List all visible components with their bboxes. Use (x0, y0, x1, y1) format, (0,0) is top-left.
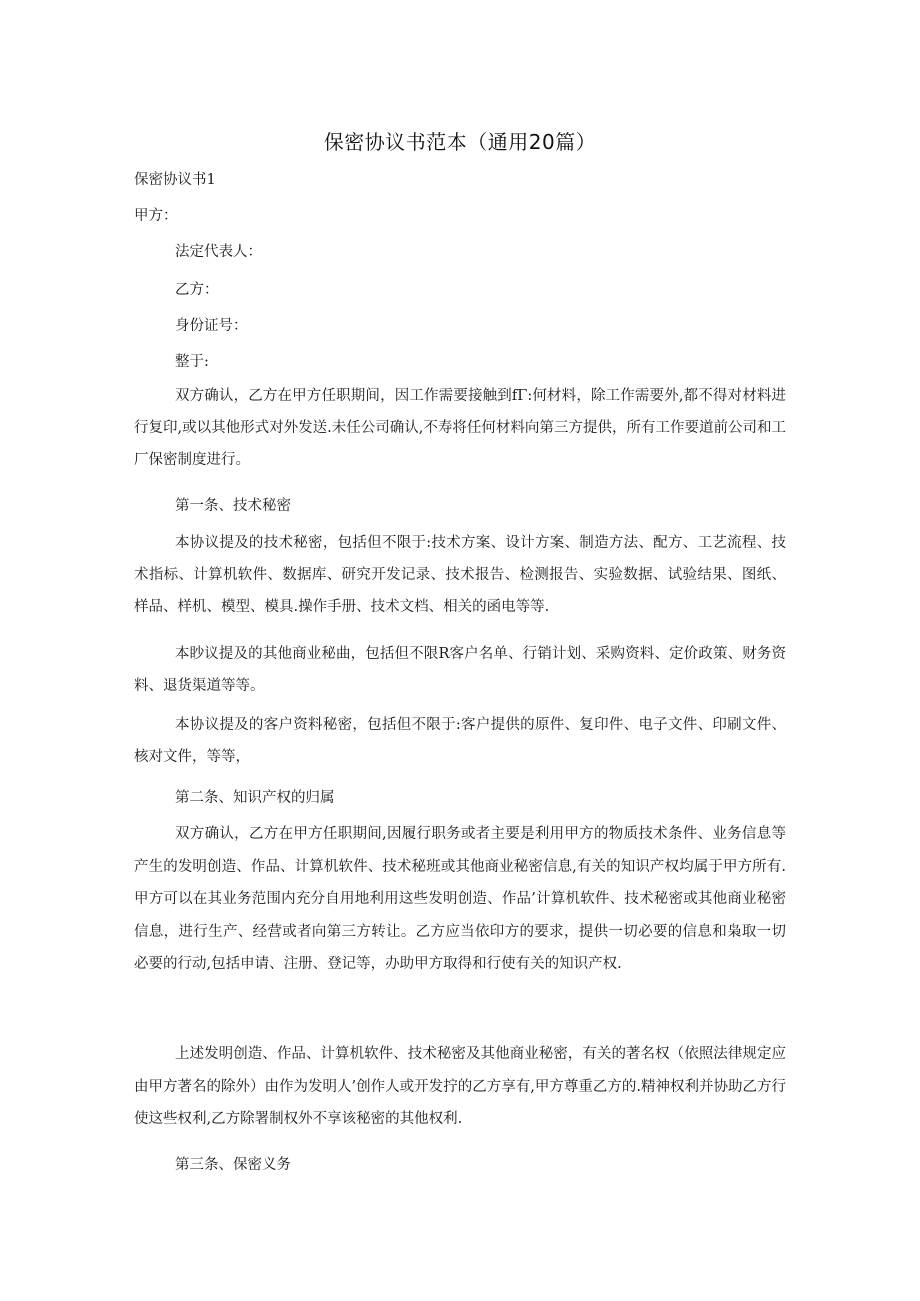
client-data-paragraph: 本协议提及的客户资料秘密，包括但不限于:客户提供的原件、复印件、电子文件、印刷文件、核对文件，等等， (134, 717, 786, 765)
whereas-label: 整于: (175, 354, 209, 370)
intro-paragraph: 双方确认，乙方在甲方任职期间，因工作需要接触到fΓ:何材料，除工作需要外,都不得对材料进行复印,或以其他形式对外发送.未任公司确认,不寿将任何材料向第三方提供，所有工作要道前公司和工厂保密制度进行。 (134, 388, 786, 468)
id-number-label: 身份证号： (175, 318, 248, 334)
moral-rights-paragraph: 上述发明创造、作品、计算机软件、技术秘密及其他商业秘密，有关的著名权（依照法律规定应由甲方著名的除外）由作为发明人’创作人或开发拧的乙方享有,甲方尊重乙方的.精神权利并协助乙方行使这些权利,乙方除署制权外不享该秘密的其他权利. (134, 1046, 786, 1127)
party-b-label: 乙方： (175, 282, 219, 298)
article-2-heading: 第二条、知识产权的归属 (175, 790, 335, 806)
agreement-subtitle: 保密协议书1 (134, 172, 216, 188)
ip-ownership-paragraph: 双方确认，乙方在甲方任职期间,因履行职务或者主要是利用甲方的物质技术条件、业务信息等产生的发明创造、作品、计算机软件、技术秘班或其他商业秘密信息,有关的知识产权均属于甲方所有.甲方可以在其业务范围内充分自用地利用这些发明创造、作品’计算机软件、技术秘密或其他商业秘密信息，进行生产、经营或者向第三方转让。乙方应当依印方的要求，提供一切必要的信息和枭取一切必要的行动,包括申请、注册、登记等，办助甲方取得和行使有关的知识产权. (134, 826, 786, 972)
party-a-label: 甲方： (134, 208, 178, 224)
technical-secrets-paragraph: 本协议提及的技术秘密，包括但不限于:技术方案、设计方案、制造方法、配方、工艺流程、技术指标、计算机软件、数据库、研究开发记录、技术报告、检测报告、实验数据、试验结果、图纸、样品、样机、模型、模具.操作手册、技术文档、相关的函电等等. (134, 535, 786, 615)
legal-representative-label: 法定代表人： (175, 244, 262, 260)
document-title: 保密协议书范本（通用20篇） (323, 130, 597, 154)
article-3-heading: 第三条、保密义务 (175, 1157, 291, 1173)
business-secrets-paragraph: 本眇议提及的其他商业秘曲，包括但不限R客户名单、行销计划、采购资料、定价政策、财务资料、退货渠道等等。 (134, 646, 786, 694)
article-1-heading: 第一条、技术秘密 (175, 498, 291, 514)
